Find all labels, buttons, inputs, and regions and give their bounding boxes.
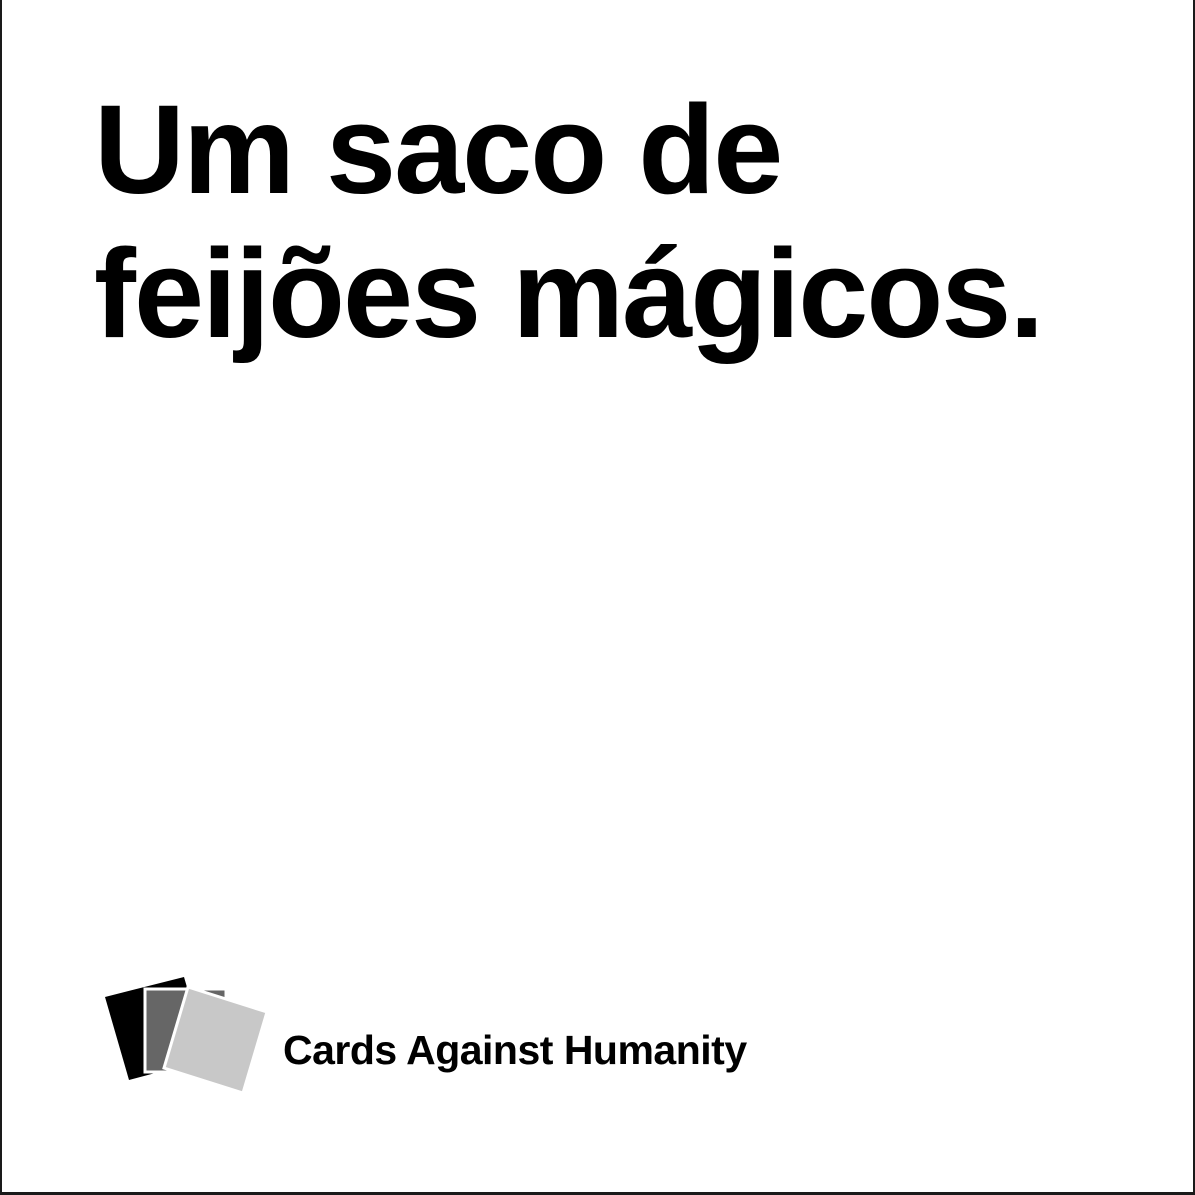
card-text-line-1: Um saco de [94,79,782,220]
brand-footer [102,975,802,1100]
card-text [94,78,1114,366]
card-text-line-2: feijões mágicos. [94,223,1043,364]
stacked-cards-logo-icon [102,975,272,1100]
brand-name: Cards Against Humanity [283,1027,747,1073]
